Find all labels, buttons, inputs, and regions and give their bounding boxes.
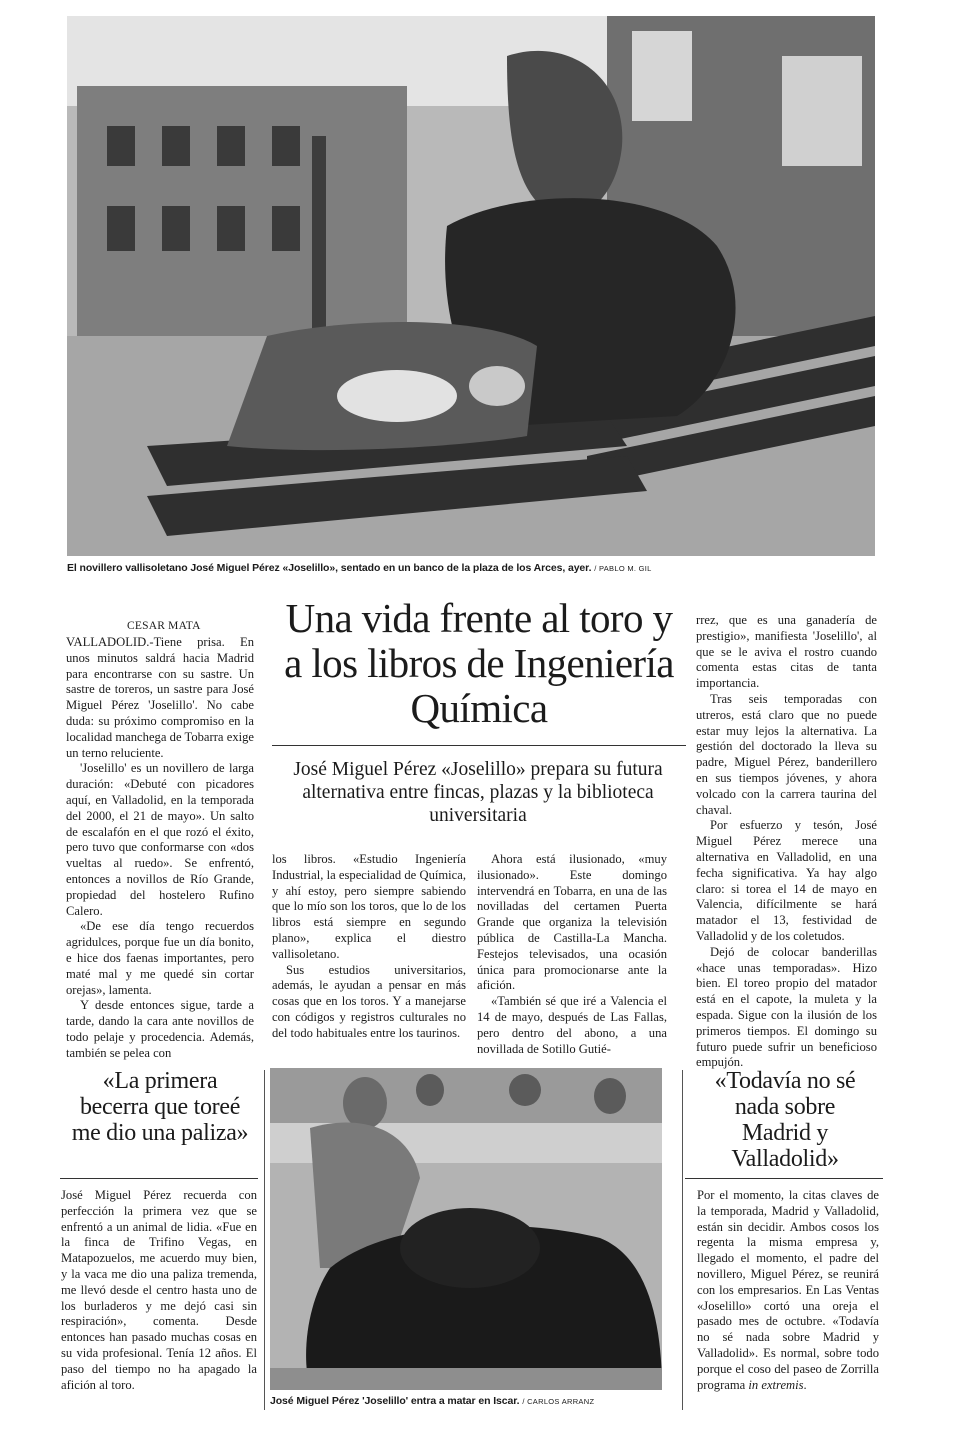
col2-paragraph-1: los libros. «Estudio Ingeniería Industrial, la especialidad de Química, y ahí estoy, pero siempre sabiendo que lo mío son los toros, que lo de los libros está siempre en segundo plano», explica el diestro vallisoletano. [272, 852, 466, 961]
col4-paragraph-3: Por esfuerzo y tesón, José Miguel Pérez merece una alternativa en Valladolid, en una fecha significativa. Ya hay algo claro: si torea el 14 de mayo en Valencia, difícilmente se hará matador el 13, festividad de Valladolid y de los coletudos. [696, 818, 877, 943]
column-4 [696, 613, 877, 1071]
right-pull-quote: «Todavía no sé nada sobre Madrid y Valladolid» [714, 1068, 856, 1172]
left-box-rule [60, 1178, 258, 1179]
bottom-photo-credit: / CARLOS ARRANZ [522, 1397, 595, 1406]
col4-paragraph-1: rrez, que es una ganadería de prestigio», manifiesta 'Joselillo', al que se le aviva el rostro cuando comenta estas citas de tanta importancia. [696, 613, 877, 691]
right-box-text-end: . [803, 1377, 807, 1392]
top-photo-caption-text: El novillero vallisoletano José Miguel Pérez «Joselillo», sentado en un banco de la plaza de los Arces, ayer. [67, 562, 592, 574]
col1-paragraph-4: Y desde entonces sigue, tarde a tarde, dando la cara ante novillos de todo pelaje y procedencia. Además, también se pelea con [66, 998, 254, 1060]
col1-paragraph-1: Tiene prisa. En unos minutos saldrá hacia Madrid para encontrarse con su sastre. Un sastre de toreros, un sastre para José Miguel Pérez 'Joselillo'. No cabe duda: su próximo compromiso en la localidad manchega de Tobarra exige un terno reluciente. [66, 635, 254, 760]
col1-paragraph-2: 'Joselillo' es un novillero de larga duración: «Debuté con picadores aquí, en Valladolid, en la temporada del 2000, el 21 de mayo». Un salto de escalafón en el que rozó el éxito, pero tuvo que conformarse con «dos vueltas al ruedo». Se enfrentó, entonces a novillos de Río Grande, propiedad del hostelero Rufino Calero. [66, 761, 254, 918]
column-divider-left [264, 1070, 265, 1410]
left-box-paragraph: José Miguel Pérez recuerda con perfección la primera vez que se enfrentó a un animal de lidia. «Fue en la finca de Trifino Vegas, en Matapozuelos, me acuerdo muy bien, y la vaca me dio una paliza tremenda, me llevó desde el centro hasta uno de los burladeros y me dejó casi sin respiración», comenta. Desde entonces han pasado muchas cosas en su vida profesional. Tenía 12 años. El paso del tiempo no ha apagado la afición al toro. [61, 1188, 257, 1392]
col3-paragraph-1: Ahora está ilusionado, «muy ilusionado». Este domingo intervendrá en Tobarra, en una de las novilladas del certamen Puerta Grande que organiza la televisión pública de Castilla-La Mancha. Festejos televisados, una ocasión única para promocionarse ante la afición. [477, 852, 667, 993]
col1-paragraph-3: «De ese día tengo recuerdos agridulces, porque fue un día bonito, e hice dos faenas importantes, pero maté mal y me quedé sin cortar orejas», lamenta. [66, 919, 254, 997]
right-box-text-italic: in extremis [748, 1377, 804, 1392]
left-pull-quote: «La primera becerra que toreé me dio una paliza» [71, 1068, 249, 1146]
col3-paragraph-2: «También sé que iré a Valencia el 14 de mayo, después de Las Fallas, pero dentro del abono, a una novillada de Sotillo Gutié- [477, 994, 667, 1056]
col4-paragraph-4: Dejó de colocar banderillas «hace unas temporadas». Hizo bien. El toreo propio del matador está en el capote, la muleta y la espada. Sigue con la ilusión de los primeros tiempos. El domingo su futuro puede sufrir un beneficioso empujón. [696, 944, 877, 1070]
right-box-text [697, 1188, 879, 1393]
column-divider-right [682, 1070, 683, 1410]
bottom-photo-caption [270, 1395, 594, 1407]
headline: Una vida frente al toro y a los libros de Ingeniería Química [284, 595, 674, 731]
column-2 [272, 852, 466, 1042]
left-box-text [61, 1188, 257, 1393]
top-photo-credit: / PABLO M. GIL [594, 564, 652, 573]
col2-paragraph-2: Sus estudios universitarios, además, le ayudan a pensar en más cosas que en los toros. Y a manejarse con códigos y registros culturales no del todo habituales entre los taurinos. [272, 962, 466, 1040]
right-box-text-main: Por el momento, la citas claves de la temporada, Madrid y Valladolid, están sin decidir. Ambos cosos los regenta la misma empresa y, llegado el momento, el padre del novillero, Miguel Pérez, se reunirá con los empresarios. En Las Ventas «Joselillo» cortó una oreja el pasado mes de octubre. «Todavía no sé nada sobre Madrid y Valladolid». Es normal, sobre todo porque el coso del paseo de Zorrilla programa [697, 1188, 879, 1392]
byline: CESAR MATA [127, 620, 201, 632]
column-1 [66, 635, 254, 1062]
top-photo [67, 16, 875, 556]
right-box-rule [685, 1178, 883, 1179]
bottom-photo [270, 1068, 662, 1390]
col4-paragraph-2: Tras seis temporadas con utreros, está claro que no puede estar muy lejos la alternativa. La gestión del doctorado la lleva su padre, Miguel Pérez, banderillero en sus tiempos jóvenes, y ahora volcado con la carrera taurina del chaval. [696, 691, 877, 817]
dateline: VALLADOLID.- [66, 635, 154, 649]
headline-rule [272, 745, 686, 746]
top-photo-caption [67, 562, 652, 574]
column-3 [477, 852, 667, 1057]
right-box-paragraph [697, 1188, 879, 1393]
deck: José Miguel Pérez «Joselillo» prepara su futura alternativa entre fincas, plazas y la biblioteca universitaria [293, 759, 663, 826]
bottom-photo-caption-text: José Miguel Pérez 'Joselillo' entra a matar en Iscar. [270, 1395, 520, 1407]
